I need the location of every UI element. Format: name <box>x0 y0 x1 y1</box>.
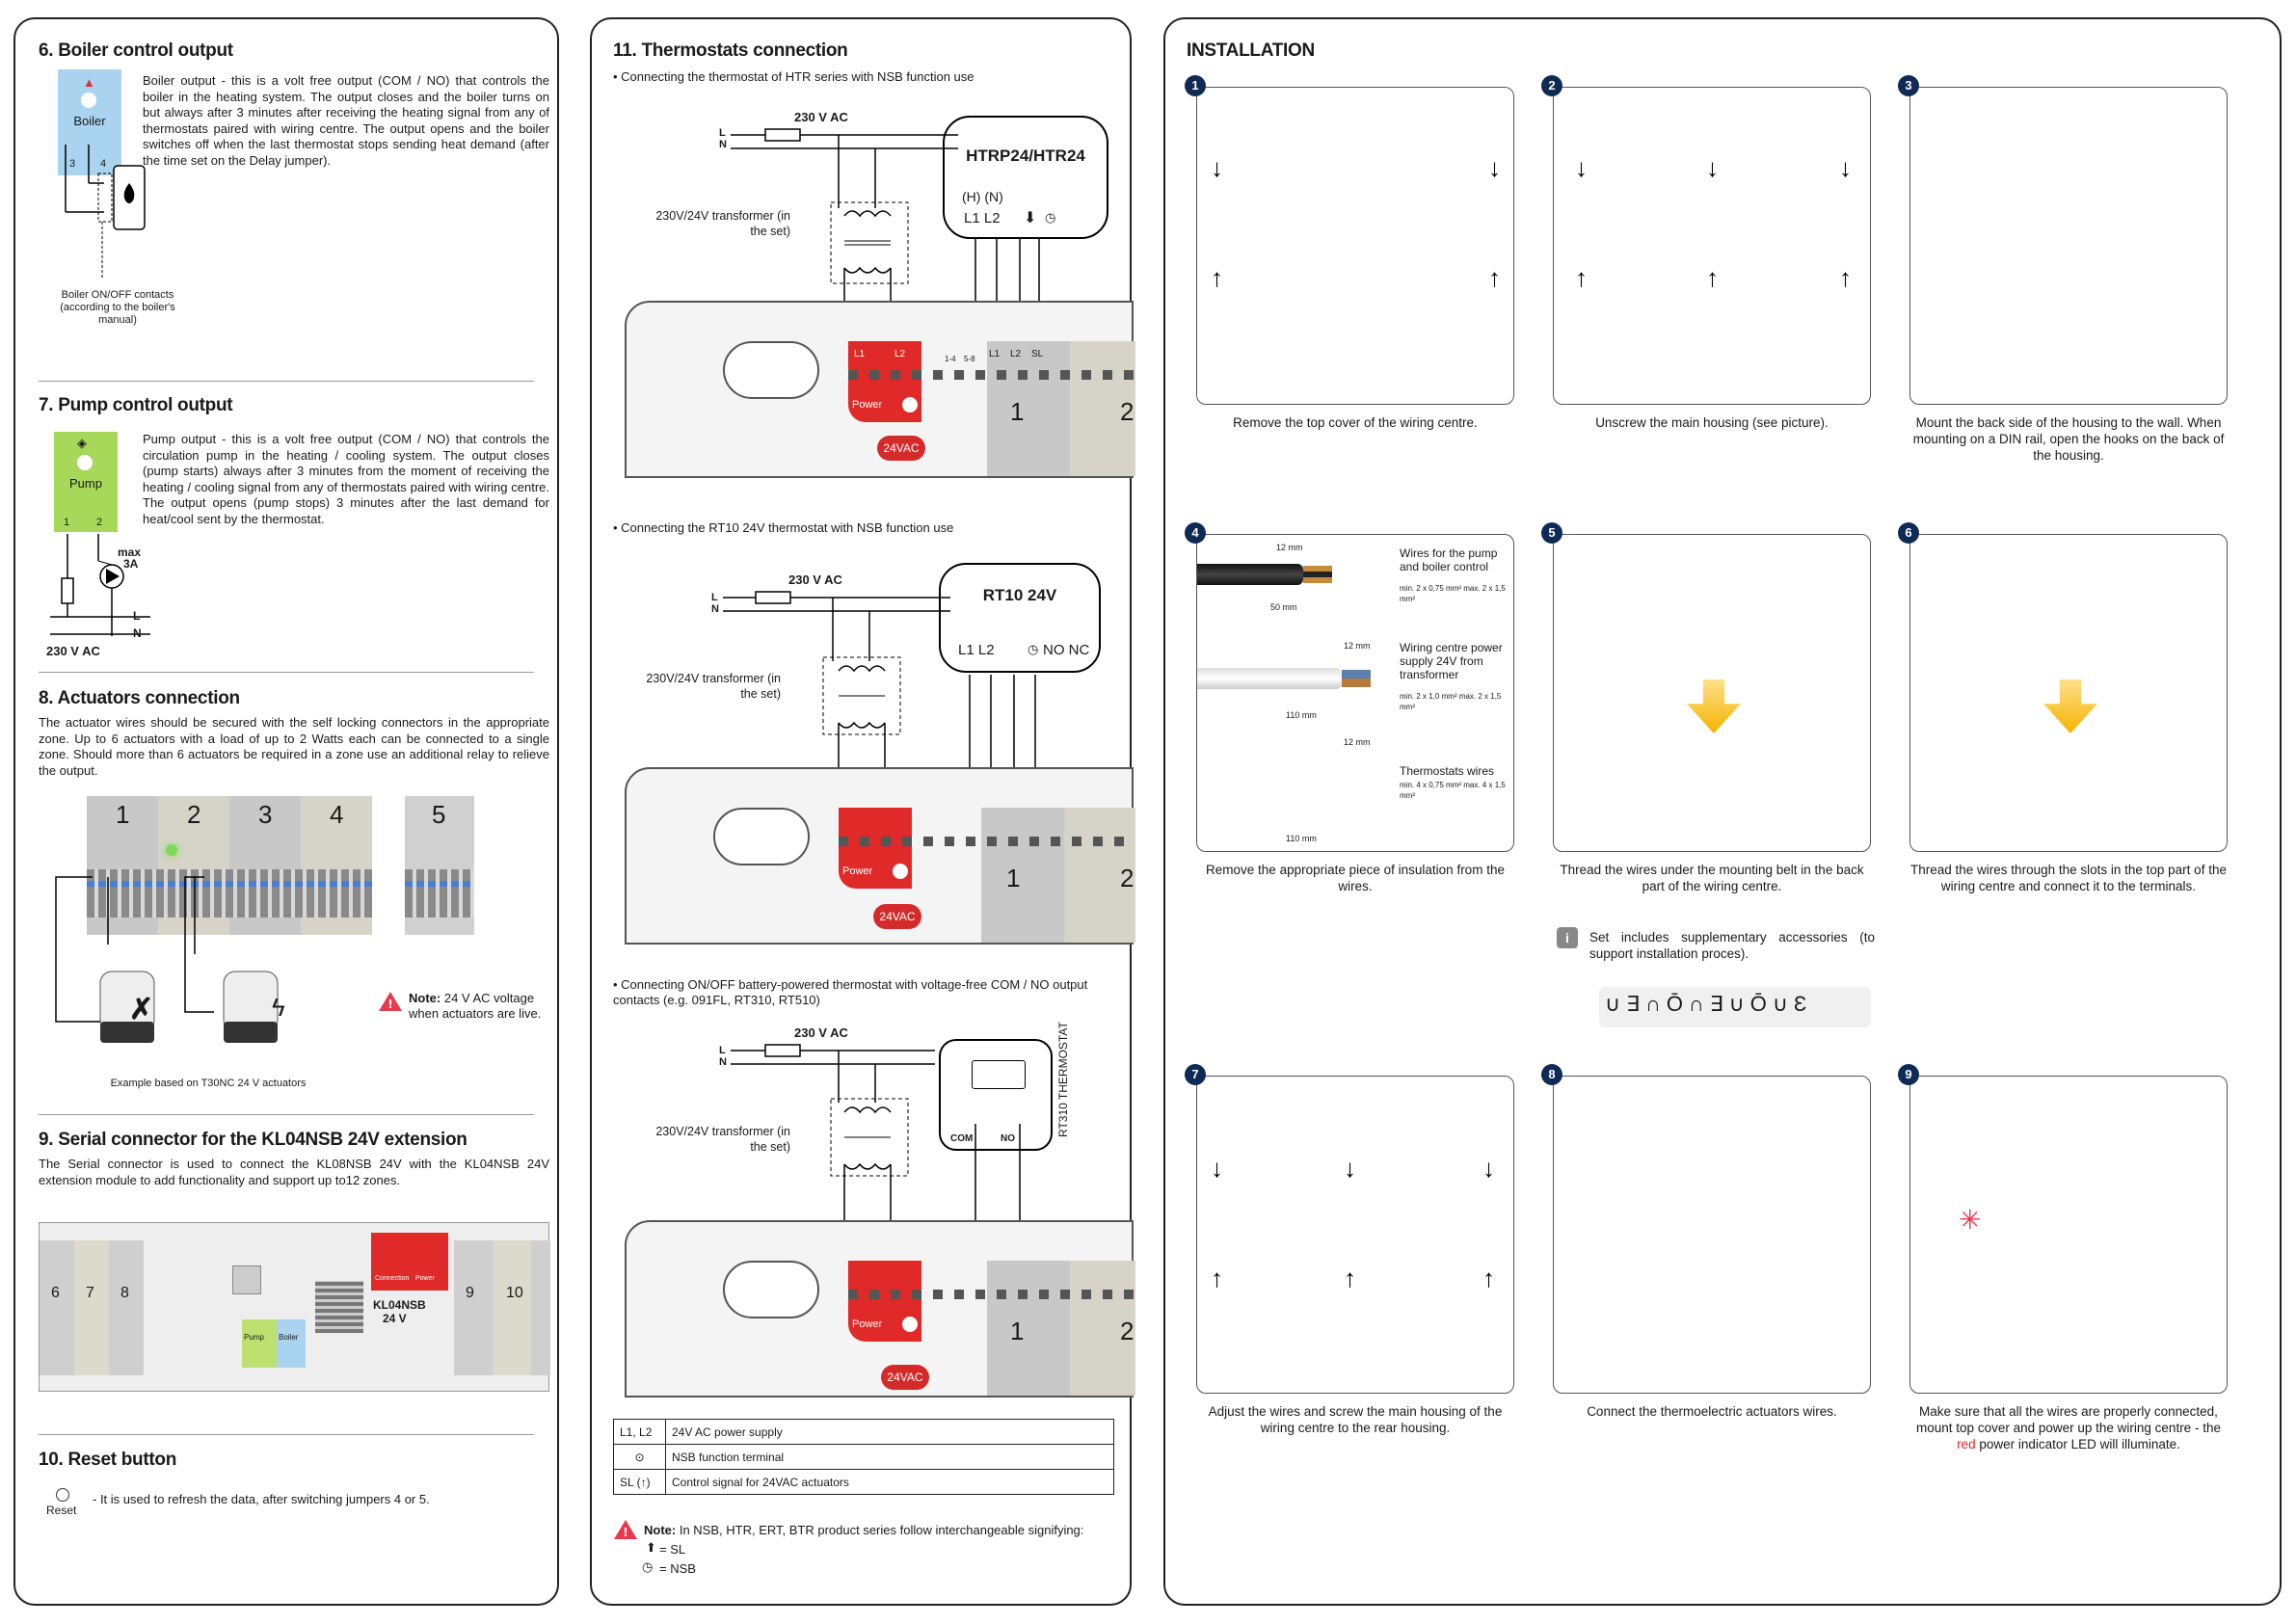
nsb-clock-icon: ◷ <box>1045 210 1056 225</box>
sl-arrow-icon: ⬇ <box>1024 210 1037 226</box>
d2-nonc: NO NC <box>1043 642 1090 658</box>
terminal-3: 3 <box>69 158 76 170</box>
lightning-icon: ϟ <box>272 993 285 1022</box>
arrow-down-icon: ↓ <box>1575 153 1588 182</box>
d3-transformer-label: 230V/24V transformer (in the set) <box>655 1125 790 1154</box>
power-led-glow-icon: ✳ <box>1959 1205 1982 1235</box>
step-5-caption: Thread the wires under the mounting belt in the back part of the wiring centre. <box>1560 863 1864 893</box>
step-7-caption: Adjust the wires and screw the main housing of the wiring centre to the rear housing. <box>1208 1404 1503 1435</box>
actuator-wiring-diagram <box>50 867 262 1060</box>
step-7-badge: 7 <box>1185 1064 1206 1085</box>
d2-terms: L1 L2 <box>958 642 995 658</box>
step-1-badge: 1 <box>1185 75 1206 96</box>
divider <box>39 672 534 673</box>
step-6-badge: 6 <box>1898 522 1919 544</box>
zone-6-label: 6 <box>51 1285 60 1301</box>
arrow-up-icon: ↑ <box>1839 263 1852 292</box>
zone-7-label: 7 <box>86 1285 94 1301</box>
section-8-text: The actuator wires should be secured with the self locking connectors in the appropriate zone. Up to 6 actuators with a load of up to 2 Watts each can be connected to a single zone. Should more than 6 actuators be required in a zone use an additional relay to relieve the output. <box>39 715 549 778</box>
step-8-caption: Connect the thermoelectric actuators wires. <box>1587 1404 1837 1419</box>
arrow-down-icon: ↓ <box>1482 1154 1495 1183</box>
d1-N: N <box>719 139 727 150</box>
step-8-illustration <box>1553 1076 1871 1394</box>
d3-zone-1: 1 <box>1010 1317 1025 1345</box>
zone-9-label: 9 <box>466 1285 474 1301</box>
d1-24vac-badge: 24VAC <box>877 436 925 461</box>
boiler-contacts-caption: Boiler ON/OFF contacts (according to the boiler's manual) <box>60 289 175 326</box>
flame-icon: ▲ <box>83 75 95 90</box>
warning-icon <box>378 991 403 1012</box>
section-6-text: Boiler output - this is a volt free output (COM / NO) that controls the boiler in the heating system. The output closes and the boiler turns on but always after 3 minutes after receiving the heating signal from any of thermostats paired with wiring centre. The output opens and the boiler switches off when the last thermostat stops sending heat demand (after the time set on the Delay jumper). <box>143 73 549 168</box>
d3-N: N <box>719 1056 727 1068</box>
step-3-badge: 3 <box>1898 75 1919 96</box>
pump-symbol-icon: ◈ <box>77 436 87 450</box>
pump-amp-label: 3A <box>123 557 139 571</box>
wire2-spec: min. 2 x 1,0 mm² max. 2 x 1,5 mm² <box>1400 692 1502 711</box>
middle-panel <box>590 17 1135 1606</box>
led-icon <box>81 93 96 108</box>
section-11-title: 11. Thermostats connection <box>613 40 848 61</box>
accessories-info: Set includes supplementary accessories (to support installation proces). <box>1589 930 1875 961</box>
d1-terms: L1 L2 <box>964 210 1001 226</box>
d3-model: RT310 THERMOSTAT <box>1056 1022 1070 1137</box>
zone-4-label: 4 <box>330 800 344 829</box>
terminal-1: 1 <box>64 517 70 528</box>
zone-10-label: 10 <box>506 1285 523 1301</box>
svg-text:!: ! <box>387 998 393 1011</box>
zone-8-label: 8 <box>120 1285 129 1301</box>
step-2-badge: 2 <box>1541 75 1562 96</box>
d2-L: L <box>711 592 718 603</box>
arrow-down-icon: ↓ <box>1488 153 1501 182</box>
d2-wiring-centre <box>625 767 1134 945</box>
svg-text:!: ! <box>623 1526 628 1539</box>
warning-icon <box>613 1519 638 1540</box>
section-9-title: 9. Serial connector for the KL04NSB 24V extension <box>39 1130 467 1150</box>
d3-zone-2: 2 <box>1120 1317 1135 1345</box>
section-7-title: 7. Pump control output <box>39 395 233 415</box>
d3-com: COM <box>950 1133 974 1144</box>
zone-2-led-icon <box>166 844 177 856</box>
arrow-up-icon: ↑ <box>1211 1264 1223 1292</box>
d2-transformer-label: 230V/24V transformer (in the set) <box>646 672 781 701</box>
arrow-down-icon: ↓ <box>1839 153 1852 182</box>
step-3-illustration <box>1909 87 2228 405</box>
wire3-spec: min. 4 x 0,75 mm² max. 4 x 1,5 mm² <box>1400 781 1506 800</box>
arrow-down-icon: ↓ <box>1211 153 1223 182</box>
zone-2-label: 2 <box>187 800 201 829</box>
note-text: In NSB, HTR, ERT, BTR product series follow interchangeable signifying: <box>679 1523 1084 1537</box>
extension-model: KL04NSB <box>373 1298 426 1312</box>
arrow-down-icon <box>1687 679 1741 733</box>
section-7-text: Pump output - this is a volt free output (COM / NO) that controls the circulation pump in the heating / cooling system. The output closes (pump starts) always after 3 minutes from the moment of receiving the heating / cooling signal from any of thermostats paired with wiring centre. The output opens (pump stops) 3 minutes after the last demand for heat/cool sent by the thermostat. <box>143 432 549 526</box>
arrow-up-icon: ↑ <box>1344 1264 1356 1292</box>
step-8-badge: 8 <box>1541 1064 1562 1085</box>
d1-zone-1: 1 <box>1010 397 1025 426</box>
extension-voltage: 24 V <box>383 1312 407 1325</box>
step-1-caption: Remove the top cover of the wiring centre. <box>1233 415 1478 430</box>
d1-zone-2: 2 <box>1120 397 1135 426</box>
sl-arrow-icon: ⬆ <box>646 1540 656 1555</box>
boiler-terminal: Boiler <box>277 1319 306 1368</box>
step-9-illustration <box>1909 1076 2228 1394</box>
section-8-title: 8. Actuators connection <box>39 688 240 708</box>
section-10-text: - It is used to refresh the data, after switching jumpers 4 or 5. <box>93 1492 430 1506</box>
note-text: 24 V AC voltage when actuators are live. <box>409 991 542 1021</box>
installation-title: INSTALLATION <box>1187 40 1315 61</box>
pump-terminal: Pump <box>242 1319 277 1368</box>
pump-block <box>54 432 118 532</box>
zone-3-label: 3 <box>258 800 273 829</box>
d3-no: NO <box>1001 1133 1015 1144</box>
zone-5-terminal-strip <box>405 796 474 935</box>
actuators-caption: Example based on T30NC 24 V actuators <box>110 1078 307 1089</box>
d2-model: RT10 24V <box>982 586 1057 604</box>
d1-model: HTRP24/HTR24 <box>966 146 1085 165</box>
arrow-down-icon: ↓ <box>1211 1154 1223 1183</box>
line-N-label: N <box>133 626 142 640</box>
table-row: ⊙ NSB function terminal <box>614 1445 1114 1470</box>
d2-power-block: Power <box>839 808 912 889</box>
d2-24vac-badge: 24VAC <box>873 904 921 929</box>
step-4-badge: 4 <box>1185 522 1206 544</box>
step-6-illustration <box>1909 534 2228 852</box>
d1-L: L <box>719 127 726 139</box>
boiler-wiring-diagram <box>35 145 160 299</box>
d1-power-block: Power <box>848 341 921 422</box>
info-icon: i <box>1557 927 1578 948</box>
actuator-note <box>409 991 553 1022</box>
d2-voltage: 230 V AC <box>788 572 842 587</box>
diagram-1-intro: • Connecting the thermostat of HTR series with NSB function use <box>613 69 974 84</box>
step-9-badge: 9 <box>1898 1064 1919 1085</box>
serial-ribbon-cable <box>315 1281 363 1333</box>
section-10-title: 10. Reset button <box>39 1450 176 1470</box>
section-9-text: The Serial connector is used to connect the KL08NSB 24V with the KL04NSB 24V extension module to add functionality and support up to12 zones. <box>39 1157 549 1187</box>
arrow-up-icon: ↑ <box>1488 263 1501 292</box>
table-row: L1, L2 24V AC power supply <box>614 1420 1114 1445</box>
step-2-illustration <box>1553 87 1871 405</box>
divider <box>39 1114 534 1115</box>
step-5-badge: 5 <box>1541 522 1562 544</box>
d1-wiring-centre: Power 24VAC 1 2 L1 L2 L1 L2 SL 1-4 5-8 <box>625 301 1134 478</box>
step-4-illustration: 12 mm 50 mm Wires for the pump and boiler control min. 2 x 0,75 mm² max. 2 x 1,5 mm² 12 mm 110 mm Wiring centre power supply 24V from transformer min. 2 x 1,0 mm² max. 2 x 1,5 mm² 12 mm 110 mm Thermostats wires min. 4 x 0,75 mm² max. 4 x 1,5 mm² <box>1196 534 1514 852</box>
pump-max-label: max <box>118 546 142 559</box>
boiler-label: Boiler <box>73 114 106 128</box>
reset-button-icon[interactable] <box>56 1488 69 1502</box>
d1-hn: (H) (N) <box>962 189 1003 204</box>
note-label: Note: <box>409 991 441 1005</box>
step-2-caption: Unscrew the main housing (see picture). <box>1595 415 1829 430</box>
terminal-4: 4 <box>100 158 107 170</box>
series-note <box>644 1523 1083 1537</box>
arrow-up-icon: ↑ <box>1575 263 1588 292</box>
note-nsb: = NSB <box>659 1561 696 1576</box>
step-9-caption: Make sure that all the wires are properly connected, mount top cover and power up the wiring centre - the red power indicator LED will illuminate. <box>1916 1404 2221 1451</box>
table-row: SL (↑) Control signal for 24VAC actuators <box>614 1470 1114 1495</box>
extension-power-block: Connection Power <box>371 1233 448 1291</box>
arrow-up-icon: ↑ <box>1706 263 1719 292</box>
pump-wiring-diagram <box>35 520 170 646</box>
step-7-illustration <box>1196 1076 1514 1394</box>
diagram-2-intro: • Connecting the RT10 24V thermostat with NSB function use <box>613 520 954 535</box>
reset-label: Reset <box>46 1504 77 1517</box>
accessories-illustration: ∪∃∩Ō∩∃∪Ō∪Ɛ <box>1599 987 1871 1027</box>
wire1-spec: min. 2 x 0,75 mm² max. 2 x 1,5 mm² <box>1400 584 1506 603</box>
wire2-title: Wiring centre power supply 24V from transformer <box>1400 641 1503 681</box>
terminal-2: 2 <box>96 517 103 528</box>
led-icon <box>77 455 93 470</box>
installation-panel <box>1163 17 2282 1606</box>
arrow-down-icon <box>2043 679 2097 733</box>
d3-L: L <box>719 1045 726 1056</box>
d3-24vac-badge: 24VAC <box>881 1365 929 1390</box>
nsb-clock-icon: ◷ <box>642 1559 654 1574</box>
arrow-up-icon: ↑ <box>1211 263 1223 292</box>
step-4-caption: Remove the appropriate piece of insulation from the wires. <box>1206 863 1505 893</box>
divider <box>39 381 534 382</box>
d2-N: N <box>711 603 719 615</box>
d2-zone-1: 1 <box>1006 864 1021 892</box>
zone-1-label: 1 <box>116 800 130 829</box>
step-5-illustration <box>1553 534 1871 852</box>
wire3-title: Thermostats wires <box>1400 764 1495 778</box>
d3-voltage: 230 V AC <box>794 1025 848 1040</box>
terminal-legend-table <box>613 1419 1114 1495</box>
d1-transformer-label: 230V/24V transformer (in the set) <box>655 209 790 238</box>
wire1-title: Wires for the pump and boiler control <box>1400 546 1498 573</box>
arrow-down-icon: ↓ <box>1706 153 1719 182</box>
line-L-label: L <box>133 609 141 623</box>
arrow-down-icon: ↓ <box>1344 1154 1356 1183</box>
step-1-illustration <box>1196 87 1514 405</box>
step-6-caption: Thread the wires through the slots in the top part of the wiring centre and connect it to the terminals. <box>1910 863 2227 893</box>
step-3-caption: Mount the back side of the housing to the wall. When mounting on a DIN rail, open the hooks on the back of the housing. <box>1912 415 2225 463</box>
divider <box>39 1434 534 1435</box>
d3-power-block: Power <box>848 1261 921 1342</box>
nsb-clock-icon: ◷ <box>1028 642 1039 656</box>
disconnected-cross-icon: ✗ <box>129 994 154 1025</box>
arrow-up-icon: ↑ <box>1482 1264 1495 1292</box>
d3-wiring-centre <box>625 1220 1134 1398</box>
note-sl: = SL <box>659 1542 686 1557</box>
pump-label: Pump <box>69 476 102 491</box>
section-6-title: 6. Boiler control output <box>39 40 233 61</box>
zone-5-label: 5 <box>432 800 446 829</box>
voltage-label: 230 V AC <box>46 644 100 658</box>
note-label: Note: <box>644 1523 677 1537</box>
d1-voltage: 230 V AC <box>794 110 848 124</box>
diagram-3-intro: • Connecting ON/OFF battery-powered thermostat with voltage-free COM / NO output contacts (e.g. 091FL, RT310, RT510) <box>613 977 1088 1007</box>
extension-module-illustration <box>39 1222 549 1392</box>
left-panel <box>13 17 559 1606</box>
d2-zone-2: 2 <box>1120 864 1135 892</box>
